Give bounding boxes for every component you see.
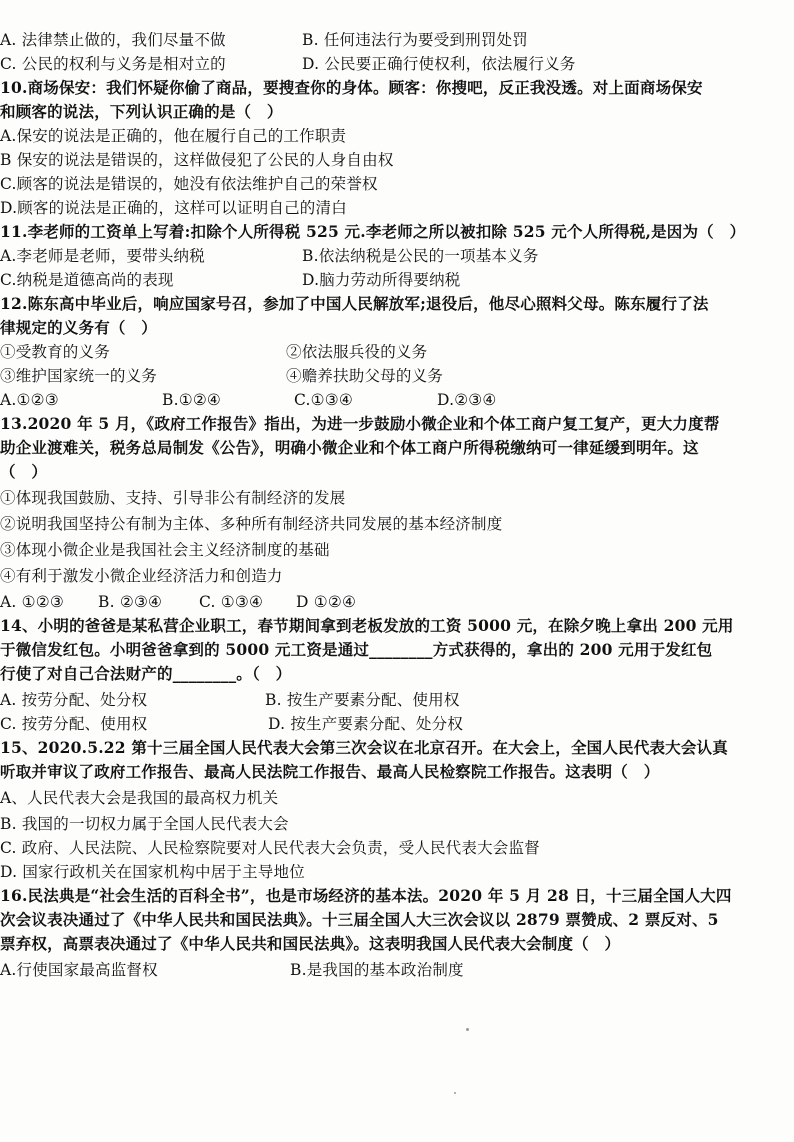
- q9-option-a: A. 法律禁止做的，我们尽量不做: [0, 31, 226, 49]
- q12-item-2: ②依法服兵役的义务: [286, 343, 428, 361]
- q11-option-d: D.脑力劳动所得要纳税: [302, 271, 461, 289]
- q13-option-a: A. ①②③: [0, 593, 64, 611]
- q16-stem-end: 票弃权，高票表决通过了《中华人民共和国民法典》。这表明我国人民代表大会制度（ ）: [0, 934, 621, 953]
- q10-stem: 10.商场保安：我们怀疑你偷了商品，要搜查你的身体。顾客：你搜吧，反正我没透。对上面商场保安: [0, 78, 703, 97]
- q13-item-4: ④有利于激发小微企业经济活力和创造力: [0, 567, 283, 585]
- q11-option-a: A.李老师是老师，要带头纳税: [0, 247, 205, 265]
- q15-stem: 15、2020.5.22 第十三届全国人民代表大会第三次会议在北京召开。在大会上，全国人民代表大会认真: [0, 738, 728, 757]
- q9-option-c: C. 公民的权利与义务是相对立的: [0, 55, 226, 73]
- q15-option-b: B. 我国的一切权力属于全国人民代表大会: [0, 815, 289, 833]
- q16-option-b: B.是我国的基本政治制度: [290, 961, 464, 979]
- q16-stem: 16.民法典是“社会生活的百科全书”，也是市场经济的基本法。2020 年 5 月 28 日，十三届全国人大四: [0, 886, 732, 905]
- q10-option-b: B 保安的说法是错误的，这样做侵犯了公民的人身自由权: [0, 151, 394, 169]
- q12-stem: 12.陈东高中毕业后，响应国家号召，参加了中国人民解放军;退役后，他尽心照料父母。陈东履行了法: [0, 294, 709, 313]
- q14-stem: 14、小明的爸爸是某私营企业职工，春节期间拿到老板发放的工资 5000 元，在除夕晚上拿出 200 元用: [0, 616, 734, 635]
- q13-item-2: ②说明我国坚持公有制为主体、多种所有制经济共同发展的基本经济制度: [0, 515, 503, 533]
- q12-option-b: B.①②④: [162, 391, 222, 409]
- q12-option-a: A.①②③: [0, 391, 59, 409]
- q15-stem-cont: 听取并审议了政府工作报告、最高人民法院工作报告、最高人民检察院工作报告。这表明（ ）: [0, 762, 660, 781]
- q16-option-a: A.行使国家最高监督权: [0, 961, 158, 979]
- q12-option-d: D.②③④: [437, 391, 497, 409]
- q13-stem-paren: （ ）: [0, 462, 48, 481]
- q11-option-b: B.依法纳税是公民的一项基本义务: [302, 247, 539, 265]
- q14-stem-cont: 于微信发红包。小明爸爸拿到的 5000 元工资是通过________方式获得的，拿出的 200 元用于发红包: [0, 640, 713, 659]
- q14-stem-end: 行使了对自己合法财产的________。（ ）: [0, 664, 292, 683]
- q16-stem-cont: 次会议表决通过了《中华人民共和国民法典》。十三届全国人大三次会议以 2879 票赞成、2 票反对、5: [0, 910, 719, 929]
- q12-item-4: ④赡养扶助父母的义务: [286, 367, 444, 385]
- q12-item-1: ①受教育的义务: [0, 343, 110, 361]
- q9-option-d: D. 公民要正确行使权利，依法履行义务: [302, 55, 576, 73]
- q13-stem-cont: 助企业渡难关，税务总局制发《公告》，明确小微企业和个体工商户所得税缴纳可一律延缓到明年。这: [0, 438, 699, 457]
- q9-option-b: B. 任何违法行为要受到刑罚处罚: [302, 31, 528, 49]
- q12-item-3: ③维护国家统一的义务: [0, 367, 158, 385]
- scan-speck: [466, 1028, 469, 1031]
- q13-option-c: C. ①③④: [199, 593, 264, 611]
- q14-option-a: A. 按劳分配、处分权: [0, 691, 148, 709]
- q13-option-b: B. ②③④: [98, 593, 163, 611]
- q11-option-c: C.纳税是道德高尚的表现: [0, 271, 174, 289]
- q12-stem-cont: 律规定的义务有（ ）: [0, 318, 158, 337]
- q13-item-1: ①体现我国鼓励、支持、引导非公有制经济的发展: [0, 489, 346, 507]
- q14-option-b: B. 按生产要素分配、使用权: [265, 691, 460, 709]
- q14-option-d: D. 按生产要素分配、处分权: [268, 715, 464, 733]
- q13-stem: 13.2020 年 5 月，《政府工作报告》指出，为进一步鼓励小微企业和个体工商户复工复产，更大力度帮: [0, 414, 720, 433]
- q15-option-c: C. 政府、人民法院、人民检察院要对人民代表大会负责，受人民代表大会监督: [0, 839, 540, 857]
- q13-item-3: ③体现小微企业是我国社会主义经济制度的基础: [0, 541, 330, 559]
- q12-option-c: C.①③④: [294, 391, 353, 409]
- scan-speck: [454, 1092, 456, 1094]
- q14-option-c: C. 按劳分配、使用权: [0, 715, 148, 733]
- q15-option-d: D. 国家行政机关在国家机构中居于主导地位: [0, 863, 305, 881]
- q10-option-a: A.保安的说法是正确的，他在履行自己的工作职责: [0, 127, 347, 145]
- q13-option-d: D ①②④: [296, 593, 357, 611]
- q11-stem: 11.李老师的工资单上写着:扣除个人所得税 525 元.李老师之所以被扣除 525 元个人所得税,是因为（ ）: [0, 222, 746, 241]
- q10-option-d: D.顾客的说法是正确的，这样可以证明自己的清白: [0, 199, 347, 217]
- q10-stem-cont: 和顾客的说法，下列认识正确的是（ ）: [0, 102, 283, 121]
- q10-option-c: C.顾客的说法是错误的，她没有依法维护自己的荣誉权: [0, 175, 378, 193]
- q15-option-a: A、人民代表大会是我国的最高权力机关: [0, 789, 279, 807]
